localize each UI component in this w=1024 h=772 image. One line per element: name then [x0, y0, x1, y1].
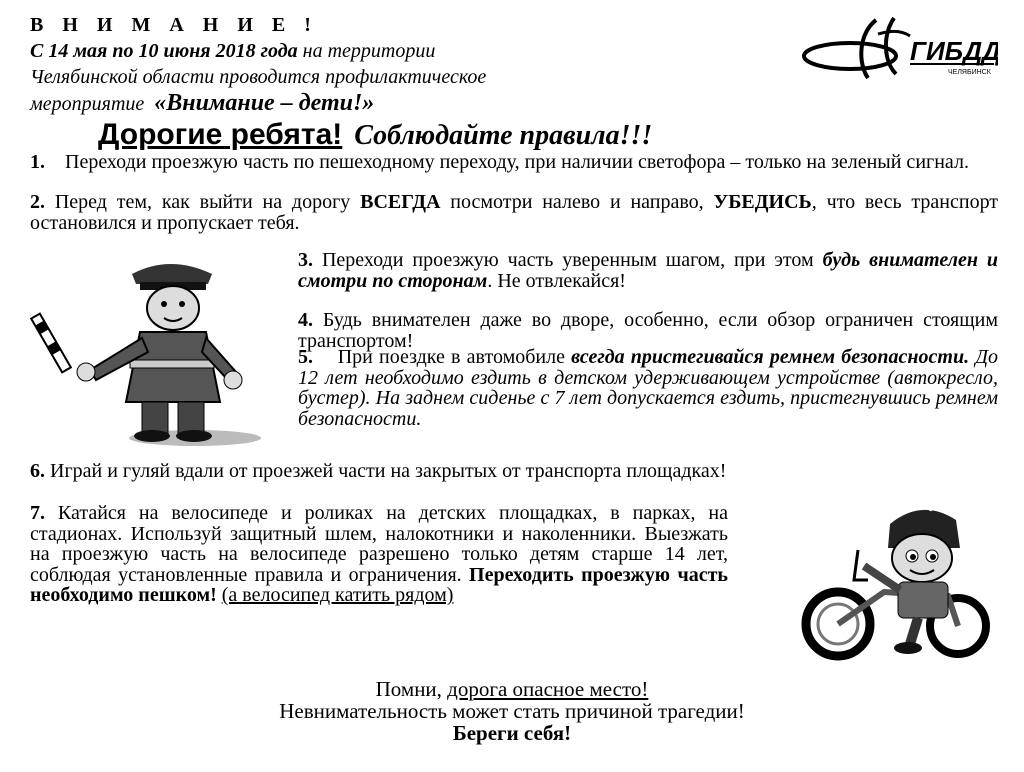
- rule-number: 2.: [30, 191, 45, 213]
- gibdd-emblem-icon: [798, 14, 998, 84]
- rule-number: 6.: [30, 460, 45, 482]
- footer-line-3: [0, 722, 1024, 744]
- rule-text: . Не отвлекайся!: [487, 269, 626, 292]
- traffic-officer-icon: [30, 252, 275, 450]
- announcement-text-3: мероприятие: [30, 93, 145, 115]
- rule-text: Переходи проезжую часть по пешеходному переходу, при наличии светофора – только на зеленый сигнал.: [65, 151, 969, 173]
- rule-text: Переходи проезжую часть уверенным шагом, при этом: [321, 249, 814, 271]
- rule-emphasis: всегда пристегивайся ремнем безопасности.: [571, 346, 970, 368]
- rule-text: посмотри налево и направо,: [450, 191, 704, 213]
- footer: [0, 678, 1024, 744]
- child-cyclist-icon: [798, 500, 998, 665]
- rule-text: Перед тем, как выйти на дорогу: [54, 191, 351, 213]
- footer-emphasis: Береги себя!: [452, 721, 572, 745]
- footer-text: Помни,: [375, 677, 442, 701]
- rule-number: 7.: [30, 502, 45, 524]
- rule-text: Катайся на велосипеде и роликах на детских площадках, в парках, на стадионах. Используй защитный шлем, налокотники и наколенники. Выезжать на проезжую часть на велосипеде разрешено только детям старше 14 лет, соблюдая установленные правила и ограничения.: [30, 502, 729, 586]
- rule-emphasis: УБЕДИСЬ: [713, 191, 812, 213]
- rule-text: При поездке в автомобиле: [337, 346, 565, 368]
- campaign-dates: С 14 мая по 10 июня 2018 года: [30, 40, 298, 62]
- logo-text: ГИБДД: [910, 36, 998, 66]
- rule-italic-text: До 12 лет необходимо ездить в детском удерживающем устройстве (автокресло, бустер). На заднем сиденье с 7 лет допускается ездить, пристегнувшись ремнем безопасности.: [298, 346, 998, 430]
- rule-4: [298, 310, 998, 351]
- child-cyclist-illustration: [798, 500, 998, 665]
- rule-emphasis: будь внимателен и смотри по сторонам: [298, 249, 999, 292]
- footer-underlined-text: дорога опасное место!: [447, 677, 649, 701]
- rule-underlined-text: (а велосипед катить рядом): [221, 584, 454, 607]
- announcement-line-1: [30, 38, 790, 64]
- rule-3: [298, 250, 998, 291]
- rule-text: , что весь транспорт остановился и пропускает тебя.: [30, 191, 999, 234]
- footer-line-1: [0, 678, 1024, 700]
- announcement: [30, 12, 790, 117]
- poster-title: [98, 118, 652, 152]
- announcement-line-3: [30, 90, 790, 117]
- rule-1: [30, 152, 998, 173]
- rule-number: 1.: [30, 151, 45, 173]
- gibdd-logo: [798, 14, 998, 84]
- event-name: «Внимание – дети!»: [154, 90, 375, 116]
- rule-emphasis: Переходить проезжую часть необходимо пешком!: [30, 563, 729, 607]
- attention-heading: В Н И М А Н И Е !: [30, 14, 318, 36]
- rule-text: Будь внимателен даже во дворе, особенно, если обзор ограничен стоящим транспортом!: [298, 309, 998, 352]
- rule-2: [30, 192, 998, 233]
- traffic-officer-illustration: [30, 252, 275, 450]
- rule-number: 4.: [298, 309, 313, 331]
- rule-7: [30, 503, 728, 606]
- logo-subtext: ЧЕЛЯБИНСК: [948, 69, 991, 76]
- announcement-text-1: на территории: [302, 40, 436, 62]
- rule-5: [298, 347, 998, 429]
- rule-text: Играй и гуляй вдали от проезжей части на закрытых от транспорта площадках!: [50, 460, 727, 482]
- rule-number: 3.: [298, 249, 313, 271]
- rule-emphasis: ВСЕГДА: [360, 191, 441, 213]
- rule-number: 5.: [298, 346, 313, 368]
- title-main: Дорогие ребята!: [98, 118, 343, 151]
- announcement-line-2: Челябинской области проводится профилактическое: [30, 66, 487, 88]
- title-sub: Соблюдайте правила!!!: [354, 120, 653, 151]
- rule-6: [30, 461, 998, 482]
- footer-line-2: Невнимательность может стать причиной трагедии!: [279, 699, 745, 723]
